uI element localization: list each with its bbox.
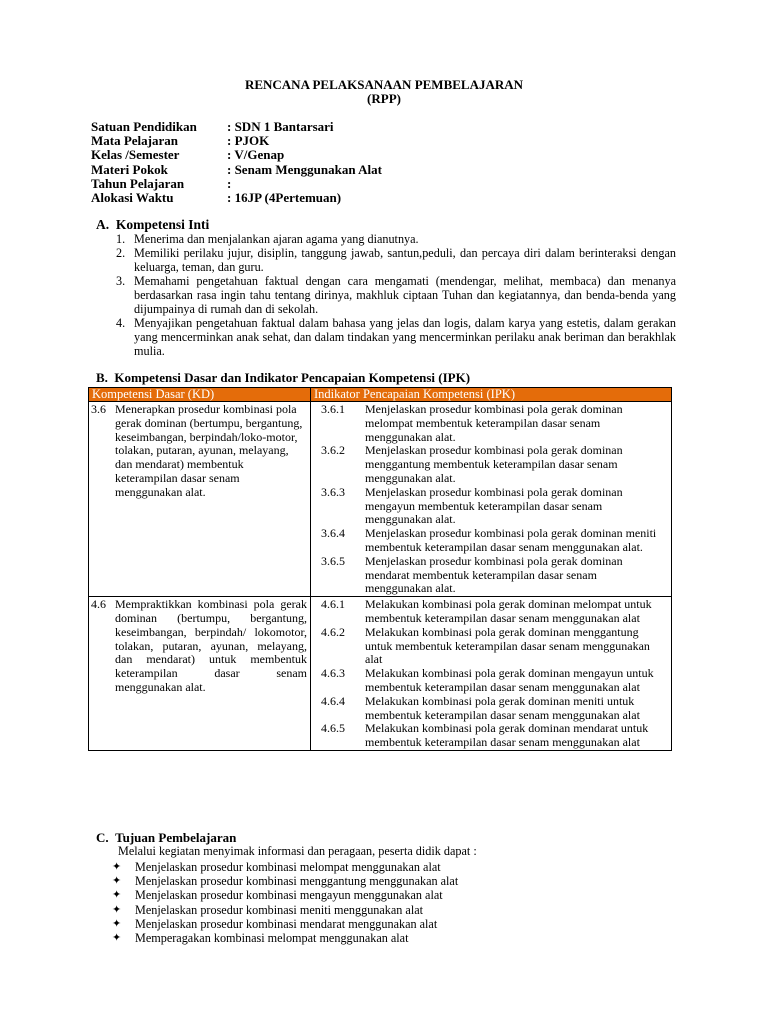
ipk-text: Melakukan kombinasi pola gerak dominan melompat untuk membentuk keterampilan dasar senam menggunakan alat [365, 597, 652, 625]
ipk-code: 3.6.2 [321, 443, 345, 458]
item-text: Menjelaskan prosedur kombinasi mendarat menggunakan alat [135, 916, 438, 931]
ipk-text: Melakukan kombinasi pola gerak dominan meniti untuk membentuk keterampilan dasar senam menggunakan alat [365, 693, 640, 722]
ipk-item [311, 403, 671, 444]
ipk-code: 4.6.4 [321, 693, 345, 708]
identity-row [91, 134, 382, 148]
kd-code: 4.6 [91, 597, 106, 612]
ipk-code: 3.6.5 [321, 553, 345, 568]
list-item [108, 274, 676, 316]
ipk-code: 4.6.3 [321, 666, 345, 681]
four-point-star-icon: ✦ [112, 889, 122, 902]
list-item [110, 860, 458, 874]
identity-value: : PJOK [227, 133, 270, 149]
four-point-star-icon: ✦ [112, 917, 122, 930]
ipk-code: 4.6.5 [321, 721, 345, 736]
item-number: 2. [116, 246, 126, 260]
identity-value: : SDN 1 Bantarsari [227, 119, 334, 134]
identity-value: : Senam Menggunakan Alat [227, 161, 382, 177]
identity-row [91, 191, 382, 205]
ipk-item [311, 444, 671, 485]
kd-cell [89, 402, 311, 597]
section-letter: C. [96, 830, 109, 845]
identity-label: Tahun Pelajaran [91, 175, 185, 191]
kd-ipk-table [88, 387, 672, 751]
item-text: Memiliki perilaku jujur, disiplin, tanggung jawab, santun,peduli, dan percaya diri dalam berinteraksi dengan keluarga, teman, dan guru. [134, 246, 676, 274]
identity-row [91, 120, 382, 134]
four-point-star-icon: ✦ [112, 861, 122, 873]
identity-value: : 16JP (4Pertemuan) [227, 189, 342, 205]
ipk-text: Melakukan kombinasi pola gerak dominan menggantung untuk membentuk keterampilan dasar senam menggunakan alat [365, 624, 650, 667]
ipk-code: 4.6.1 [321, 597, 345, 612]
document-title: RENCANA PELAKSANAAN PEMBELAJARAN [244, 77, 524, 92]
section-letter: A. [96, 217, 110, 232]
ipk-text: Melakukan kombinasi pola gerak dominan mengayun untuk membentuk keterampilan dasar senam menggunakan alat [365, 666, 654, 694]
item-text: Menjelaskan prosedur kombinasi menggantung menggunakan alat [135, 874, 459, 889]
identity-row [91, 177, 382, 191]
item-number: 1. [116, 232, 126, 246]
identity-row [91, 148, 382, 162]
ipk-text: Menjelaskan prosedur kombinasi pola gerak dominan menggantung membentuk keterampilan dasar senam menggunakan alat. [365, 443, 623, 485]
ipk-item [311, 555, 671, 596]
list-item [110, 917, 458, 931]
identity-table [91, 120, 382, 205]
item-number: 4. [116, 316, 126, 330]
list-item [110, 888, 458, 902]
four-point-star-icon: ✦ [112, 932, 122, 945]
ipk-code: 3.6.1 [321, 402, 345, 416]
table-row [89, 402, 672, 597]
ipk-text: Melakukan kombinasi pola gerak dominan mendarat untuk membentuk keterampilan dasar senam menggunakan alat [365, 721, 649, 750]
ipk-text: Menjelaskan prosedur kombinasi pola gerak dominan meniti membentuk keterampilan dasar senam menggunakan alat. [365, 526, 657, 554]
document-subtitle: (RPP) [367, 91, 401, 106]
section-title: Kompetensi Dasar dan Indikator Pencapaian Kompetensi (IPK) [114, 370, 471, 385]
list-item [110, 903, 458, 917]
list-item [108, 246, 676, 274]
item-number: 3. [116, 274, 126, 288]
ipk-item [311, 626, 671, 667]
four-point-star-icon: ✦ [112, 875, 122, 888]
ipk-cell [311, 402, 672, 597]
item-text: Menjelaskan prosedur kombinasi melompat menggunakan alat [135, 860, 441, 874]
item-text: Menerima dan menjalankan ajaran agama yang dianutnya. [134, 232, 419, 246]
section-title: Kompetensi Inti [115, 217, 210, 232]
list-item [108, 316, 676, 358]
identity-label: Mata Pelajaran [91, 133, 179, 149]
list-item [110, 874, 458, 888]
ipk-cell [311, 597, 672, 751]
ipk-item [311, 527, 671, 555]
item-text: Menyajikan pengetahuan faktual dalam bahasa yang jelas dan logis, dalam karya yang estetis, dalam gerakan yang mencerminkan anak sehat, dan dalam tindakan yang mencerminkan perilaku anak beriman dan berakhlak mulia. [134, 316, 676, 358]
section-letter: B. [96, 370, 108, 385]
table-row [89, 597, 672, 751]
ipk-code: 4.6.2 [321, 624, 345, 639]
ipk-item [311, 486, 671, 527]
identity-value: : V/Genap [227, 147, 285, 163]
tujuan-list [110, 860, 458, 945]
kd-code: 3.6 [91, 402, 106, 416]
kd-content [89, 402, 310, 502]
item-text: Menjelaskan prosedur kombinasi meniti menggunakan alat [135, 902, 424, 917]
ipk-item [311, 695, 671, 723]
kd-text: Mempraktikkan kombinasi pola gerak dominan (bertumpu, bergantung, keseimbangan, berpindah/ lokomotor, tolakan, putaran, ayunan, melayang, dan mendarat) untuk membentuk keterampilan dasar senam menggunakan alat. [115, 597, 307, 694]
identity-value: : [227, 175, 232, 191]
kd-text: Menerapkan prosedur kombinasi pola gerak dominan (bertumpu, bergantung, keseimbangan, berpindah/loko-motor, tolakan, putaran, ayunan, melayang, dan mendarat) membentuk keterampilan dasar senam menggunakan alat. [115, 402, 303, 499]
identity-label: Materi Pokok [91, 161, 168, 177]
section-title: Tujuan Pembelajaran [115, 830, 237, 845]
section-a-heading [96, 217, 209, 233]
ipk-item [311, 667, 671, 695]
item-text: Memahami pengetahuan faktual dengan cara mengamati (mendengar, melihat, membaca) dan menanya berdasarkan rasa ingin tahu tentang dirinya, makhluk ciptaan Tuhan dan kegiatannya, dan benda-benda yang dijumpainya di rumah dan di sekolah. [134, 274, 676, 316]
ipk-text: Menjelaskan prosedur kombinasi pola gerak dominan mendarat membentuk keterampilan dasar senam menggunakan alat. [365, 553, 623, 596]
item-text: Memperagakan kombinasi melompat menggunakan alat [135, 931, 409, 946]
list-item [110, 931, 458, 945]
identity-row [91, 163, 382, 177]
identity-label: Kelas /Semester [91, 147, 180, 163]
ipk-item [311, 722, 671, 750]
item-text: Menjelaskan prosedur kombinasi mengayun menggunakan alat [135, 888, 443, 903]
ipk-code: 3.6.3 [321, 484, 345, 499]
ipk-text: Menjelaskan prosedur kombinasi pola gerak dominan mengayun membentuk keterampilan dasar senam menggunakan alat. [365, 484, 623, 527]
ipk-list [311, 597, 671, 750]
ipk-list [311, 402, 671, 596]
identity-label: Satuan Pendidikan [91, 119, 197, 134]
section-b-heading [96, 370, 470, 386]
four-point-star-icon: ✦ [112, 903, 122, 916]
table-header-row [89, 388, 672, 402]
column-header-kd: Kompetensi Dasar (KD) [89, 388, 311, 402]
kd-cell [89, 597, 311, 751]
ipk-item [311, 598, 671, 626]
list-item [108, 232, 676, 246]
section-c-intro: Melalui kegiatan menyimak informasi dan peragaan, peserta didik dapat : [118, 844, 477, 858]
identity-label: Alokasi Waktu [91, 189, 174, 205]
column-header-ipk: Indikator Pencapaian Kompetensi (IPK) [311, 388, 672, 402]
kompetensi-inti-list [108, 232, 676, 358]
ipk-code: 3.6.4 [321, 526, 345, 541]
kd-content [89, 597, 310, 697]
ipk-text: Menjelaskan prosedur kombinasi pola gerak dominan melompat membentuk keterampilan dasar senam menggunakan alat. [365, 402, 623, 444]
